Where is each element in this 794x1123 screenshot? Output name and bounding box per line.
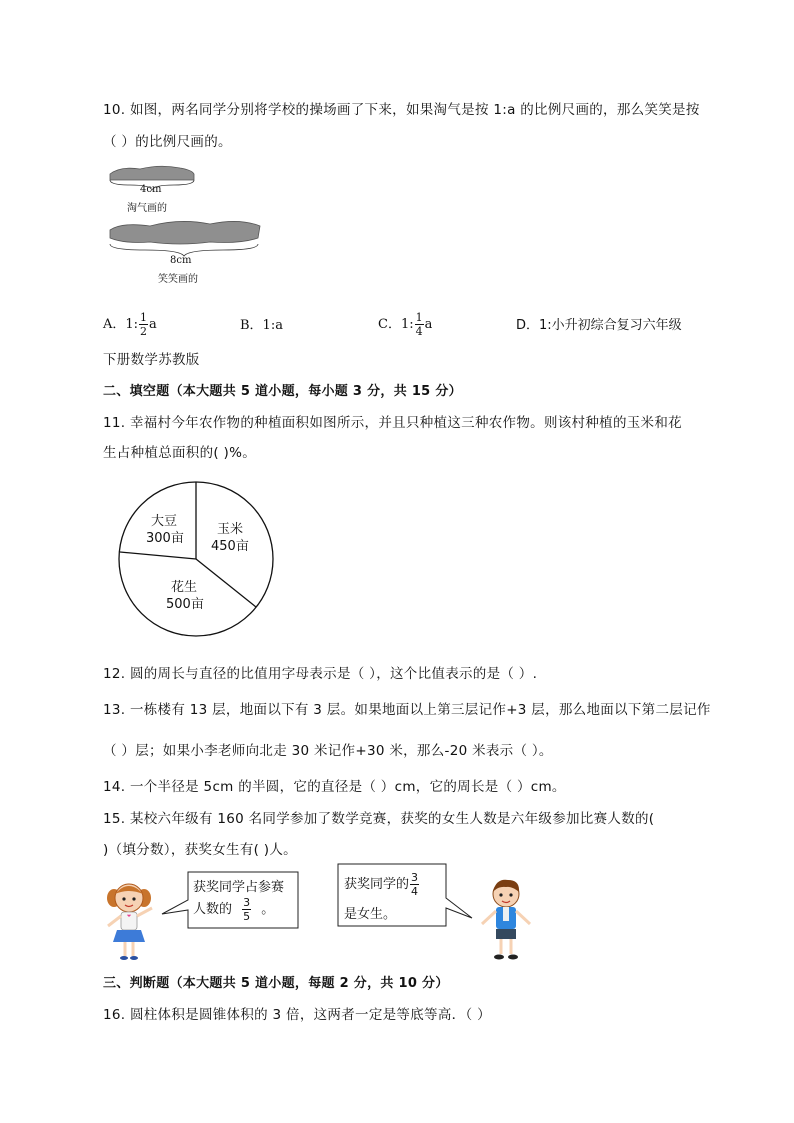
q12-text: 12. 圆的周长与直径的比值用字母表示是（ ），这个比值表示的是（ ）. xyxy=(103,666,538,682)
bubble-right-line1: 获奖同学的 $\frac{3}{4}$ xyxy=(344,871,419,898)
pie-label-soybean: 大豆 xyxy=(151,514,178,529)
pie-label-corn: 玉米 xyxy=(217,522,244,537)
option-c[interactable]: C．1: $\frac{1}{4}$ a xyxy=(378,311,433,338)
option-d-continued: 下册数学苏教版 xyxy=(103,352,200,368)
q13-line1: 13. 一栋楼有 13 层，地面以下有 3 层。如果地面以上第三层记作+3 层，那么地面以下第二层记作 xyxy=(103,702,711,718)
pie-value-corn: 450亩 xyxy=(211,539,249,554)
q10-line1: 10. 如图，两名同学分别将学校的操场画了下来，如果淘气是按 1:a 的比例尺画的，那么笑笑是按 xyxy=(103,102,700,118)
q11-line1: 11. 幸福村今年农作物的种植面积如图所示，并且只种植这三种农作物。则该村种植的玉米和花 xyxy=(103,415,682,431)
xiaoxiao-field-shape xyxy=(110,221,260,244)
pie-value-soybean: 300亩 xyxy=(146,531,184,546)
pie-label-peanut: 花生 xyxy=(171,580,198,595)
q16-text: 16. 圆柱体积是圆锥体积的 3 倍，这两者一定是等底等高．（ ） xyxy=(103,1007,491,1023)
fig1-length: 4cm xyxy=(140,184,162,195)
q10-line2: （ ）的比例尺画的。 xyxy=(103,134,232,150)
bubble-left-line2: 人数的 $\frac{3}{5}$ 。 xyxy=(193,896,275,923)
pie-chart xyxy=(118,480,276,638)
section-3-heading: 三、判断题（本大题共 5 道小题，每题 2 分，共 10 分） xyxy=(103,976,449,991)
option-d[interactable]: D．1:小升初综合复习六年级 xyxy=(516,318,682,333)
q15-line2: )（填分数），获奖女生有( )人。 xyxy=(103,842,297,858)
fig2-length: 8cm xyxy=(170,255,192,266)
option-b[interactable]: B．1:a xyxy=(240,318,283,333)
girl-illustration xyxy=(100,876,160,962)
q11-line2: 生占种植总面积的( )%。 xyxy=(103,445,257,461)
fig1-name: 淘气画的 xyxy=(127,203,167,214)
q14-text: 14. 一个半径是 5cm 的半圆，它的直径是（ ）cm，它的周长是（ ）cm。 xyxy=(103,779,566,795)
q13-line2: （ ）层；如果小李老师向北走 30 米记作+30 米，那么-20 米表示（ ）。 xyxy=(103,743,553,759)
q15-line1: 15. 某校六年级有 160 名同学参加了数学竞赛，获奖的女生人数是六年级参加比赛人数的( xyxy=(103,811,655,827)
fig2-name: 笑笑画的 xyxy=(158,274,198,285)
pie-value-peanut: 500亩 xyxy=(166,597,204,612)
taoqi-field-shape xyxy=(110,166,194,180)
bubble-left-line1: 获奖同学占参赛 xyxy=(193,880,285,895)
section-2-heading: 二、填空题（本大题共 5 道小题，每小题 3 分，共 15 分） xyxy=(103,384,462,399)
bubble-right-line2: 是女生。 xyxy=(344,907,397,922)
option-a[interactable]: A．1: $\frac{1}{2}$ a xyxy=(103,311,157,338)
boy-illustration xyxy=(476,876,536,962)
